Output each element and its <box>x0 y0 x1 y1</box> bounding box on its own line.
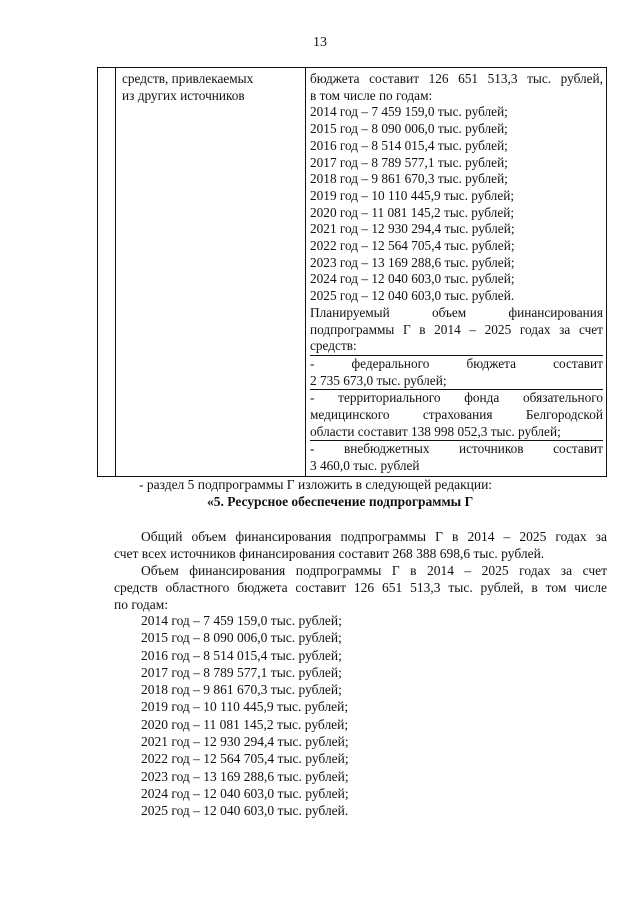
year-line: 2015 год – 8 090 006,0 тыс. рублей; <box>141 630 342 646</box>
section-title: «5. Ресурсное обеспечение подпрограммы Г <box>207 494 474 509</box>
page-number: 13 <box>313 35 327 50</box>
label-line: из других источников <box>122 87 245 103</box>
years-list <box>141 612 349 820</box>
paragraph-line: Общий объем финансирования подпрограммы Г в 2014 – 2025 годах за <box>141 529 607 544</box>
year-line: 2014 год – 7 459 159,0 тыс. рублей; <box>141 613 342 628</box>
planned-line: подпрограммы Г в 2014 – 2025 годах за счет <box>310 321 603 337</box>
year-line: 2020 год – 11 081 145,2 тыс. рублей; <box>141 716 349 732</box>
table-cell-label <box>116 68 306 477</box>
federal-line: 2 735 673,0 тыс. рублей; <box>310 373 603 391</box>
label-line: средств, привлекаемых <box>122 71 254 86</box>
year-line: 2022 год – 12 564 705,4 тыс. рублей; <box>310 238 515 254</box>
year-line: 2016 год – 8 514 015,4 тыс. рублей; <box>141 647 342 663</box>
year-line: 2017 год – 8 789 577,1 тыс. рублей; <box>310 154 508 170</box>
year-line: 2021 год – 12 930 294,4 тыс. рублей; <box>141 734 349 750</box>
paragraph-line: по годам: <box>114 597 169 612</box>
paragraph-line: Объем финансирования подпрограммы Г в 2014 – 2025 годах за счет <box>141 563 607 578</box>
extrabudget-line: 3 460,0 тыс. рублей <box>310 458 420 474</box>
year-line: 2023 год – 13 169 288,6 тыс. рублей; <box>310 254 515 270</box>
year-line: 2025 год – 12 040 603,0 тыс. рублей. <box>141 803 349 819</box>
year-line: 2025 год – 12 040 603,0 тыс. рублей. <box>310 288 515 304</box>
federal-line: - федерального бюджета составит <box>310 355 603 371</box>
extrabudget-line: - внебюджетных источников составит <box>310 441 603 457</box>
year-line: 2014 год – 7 459 159,0 тыс. рублей; <box>310 104 508 120</box>
year-line: 2022 год – 12 564 705,4 тыс. рублей; <box>141 751 349 767</box>
year-line: 2019 год – 10 110 445,9 тыс. рублей; <box>310 187 515 203</box>
table-cell-text <box>306 68 607 477</box>
table-row <box>98 68 607 477</box>
paragraph-regional-budget <box>114 562 607 613</box>
year-line: 2017 год – 8 789 577,1 тыс. рублей; <box>141 664 342 680</box>
territorial-line: медицинского страхования Белгородской <box>310 407 603 423</box>
year-line: 2016 год – 8 514 015,4 тыс. рублей; <box>310 137 508 153</box>
budget-total-line: бюджета составит 126 651 513,3 тыс. рублей, <box>310 71 603 86</box>
territorial-line: области составит 138 998 052,3 тыс. рублей; <box>310 424 603 442</box>
territorial-line: - территориального фонда обязательного <box>310 390 603 406</box>
year-line: 2015 год – 8 090 006,0 тыс. рублей; <box>310 121 508 137</box>
year-line: 2024 год – 12 040 603,0 тыс. рублей; <box>310 271 515 287</box>
paragraph-line: средств областного бюджета составит 126 651 513,3 тыс. рублей, в том числе <box>114 580 607 595</box>
planned-line: средств: <box>310 338 603 356</box>
year-line: 2023 год – 13 169 288,6 тыс. рублей; <box>141 768 349 784</box>
year-line: 2018 год – 9 861 670,3 тыс. рублей; <box>141 682 342 698</box>
amendment-instruction: - раздел 5 подпрограммы Г изложить в следующей редакции: <box>139 477 493 492</box>
by-years-line: в том числе по годам: <box>310 87 433 103</box>
year-line: 2018 год – 9 861 670,3 тыс. рублей; <box>310 171 508 187</box>
table-cell-empty <box>98 68 116 477</box>
year-line: 2020 год – 11 081 145,2 тыс. рублей; <box>310 204 515 220</box>
year-line: 2024 год – 12 040 603,0 тыс. рублей; <box>141 785 349 801</box>
paragraph-line: счет всех источников финансирования составит 268 388 698,6 тыс. рублей. <box>114 546 545 561</box>
year-line: 2021 год – 12 930 294,4 тыс. рублей; <box>310 221 515 237</box>
subprogram-passport-table <box>97 67 607 477</box>
planned-line: Планируемый объем финансирования <box>310 304 603 320</box>
paragraph-total-financing <box>114 528 607 562</box>
year-line: 2019 год – 10 110 445,9 тыс. рублей; <box>141 699 349 715</box>
